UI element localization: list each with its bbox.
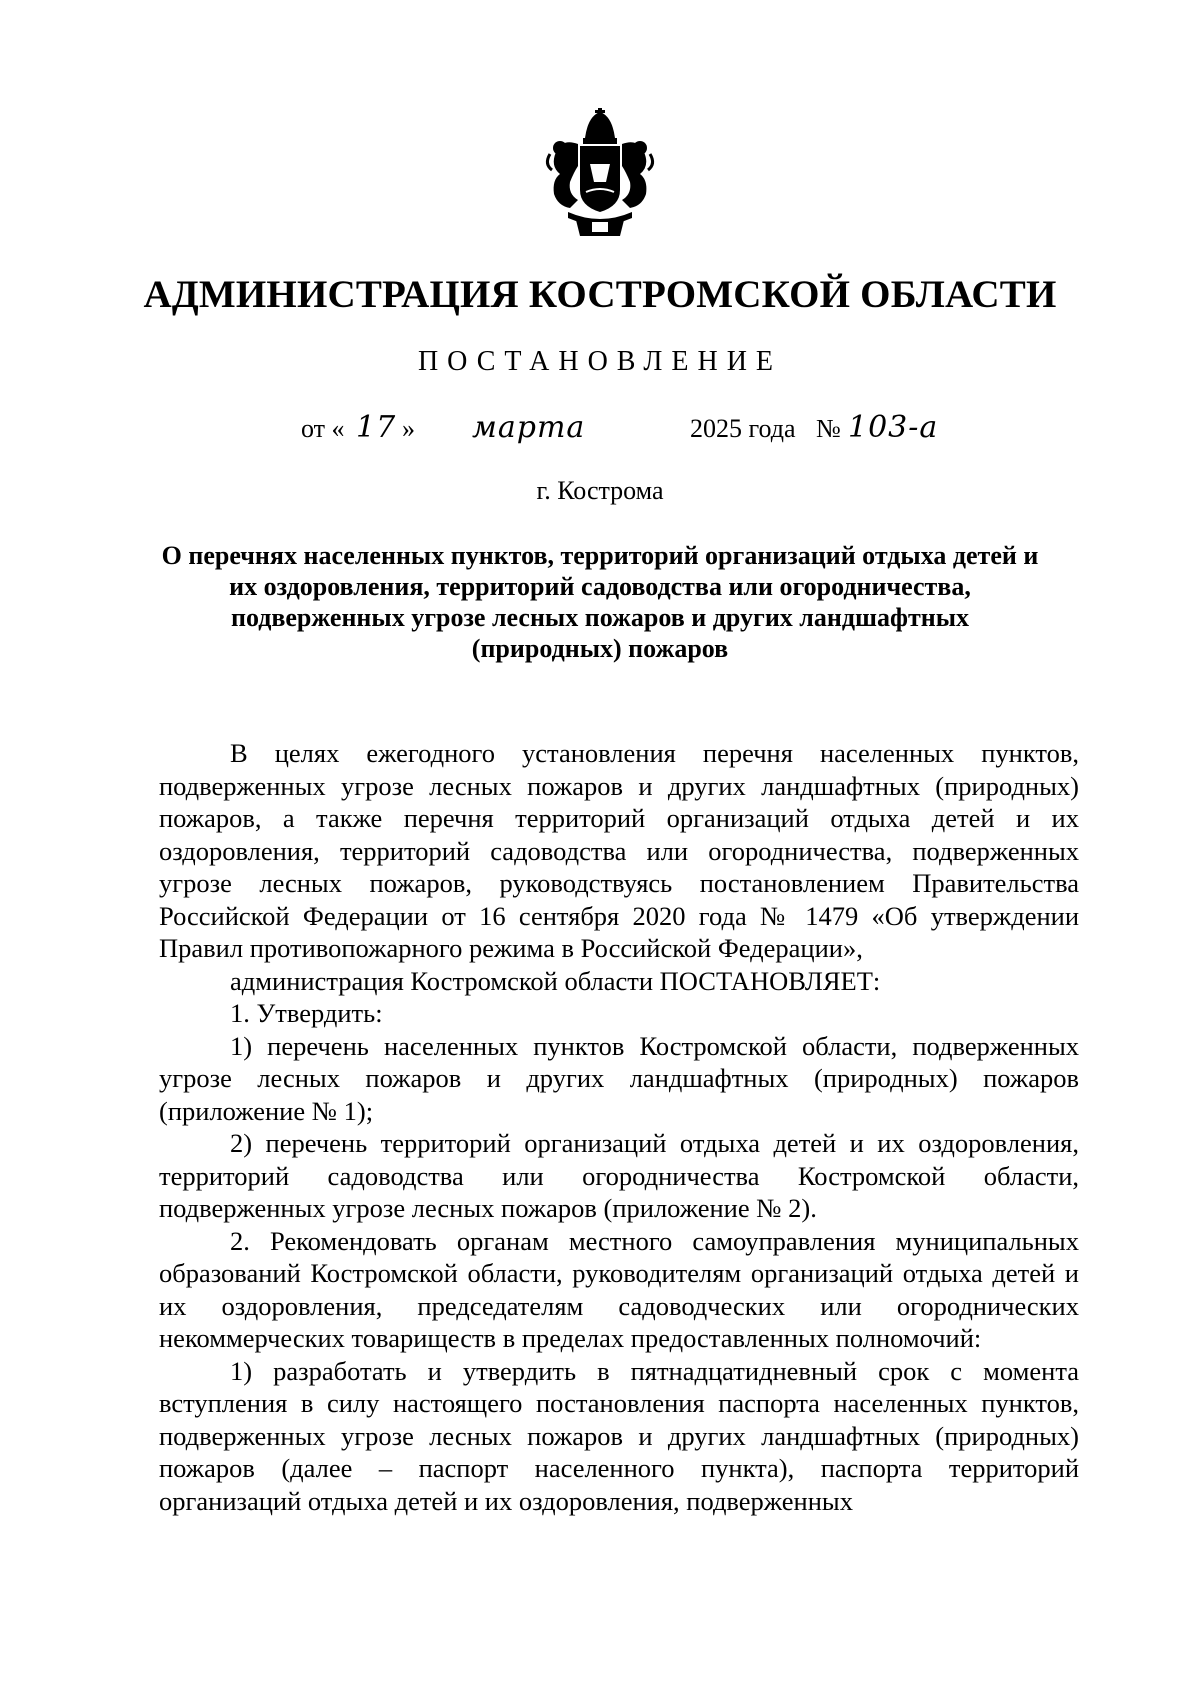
body-paragraph: 2) перечень территорий организаций отдыха детей и их оздоровления, территорий садоводства или огородничества Костромской области, подверженных угрозе лесных пожаров (приложение № 2). <box>159 1128 1079 1223</box>
document-number: 103-а <box>848 410 939 445</box>
body-paragraph: 2. Рекомендовать органам местного самоуправления муниципальных образований Костромской области, руководителям организаций отдыха детей и их оздоровления, председателям садоводческих или огороднических некоммерческих товариществ в пределах предоставленных полномочий: <box>159 1225 1079 1353</box>
date-line <box>0 410 1200 460</box>
date-day: 17 <box>356 410 397 445</box>
date-month: марта <box>472 410 586 445</box>
body-paragraph: 1) перечень населенных пунктов Костромской области, подверженных угрозе лесных пожаров и других ландшафтных (природных) пожаров (приложение № 1); <box>159 1030 1079 1126</box>
number-sign: № <box>816 414 841 443</box>
body-paragraph: администрация Костромской области ПОСТАНОВЛЯЕТ: <box>230 965 881 996</box>
city: г. Кострома <box>536 476 664 505</box>
coat-of-arms-icon <box>540 108 660 240</box>
document-type: ПОСТАНОВЛЕНИЕ <box>417 346 783 377</box>
document-body <box>159 737 1079 1517</box>
document-title: О перечнях населенных пунктов, территорий организаций отдыха детей и их оздоровления, территорий садоводства или огородничества, подверженных угрозе лесных пожаров и других ландшафтных (природных) пожаров <box>161 541 1039 663</box>
date-prefix: от « <box>301 414 345 443</box>
date-year: 2025 года <box>690 414 796 443</box>
body-paragraph: 1) разработать и утвердить в пятнадцатидневный срок с момента вступления в силу настоящего постановления паспорта населенных пунктов, подверженных угрозе лесных пожаров и других ландшафтных (природных) пожаров (далее – паспорт населенного пункта), паспорта территорий организаций отдыха детей и их оздоровления, подверженных <box>159 1355 1079 1516</box>
date-day-close: » <box>402 414 415 443</box>
body-paragraph: В целях ежегодного установления перечня населенных пунктов, подверженных угрозе лесных пожаров и других ландшафтных (природных) пожаров, а также перечня территорий организаций отдыха детей и их оздоровления, территорий садоводства или огородничества, подверженных угрозе лесных пожаров, руководствуясь постановлением Правительства Российской Федерации от 16 сентября 2020 года № 1479 «Об утверждении Правил противопожарного режима в Российской Федерации», <box>159 738 1079 963</box>
organization-name: АДМИНИСТРАЦИЯ КОСТРОМСКОЙ ОБЛАСТИ <box>143 273 1057 316</box>
body-paragraph: 1. Утвердить: <box>230 998 383 1028</box>
